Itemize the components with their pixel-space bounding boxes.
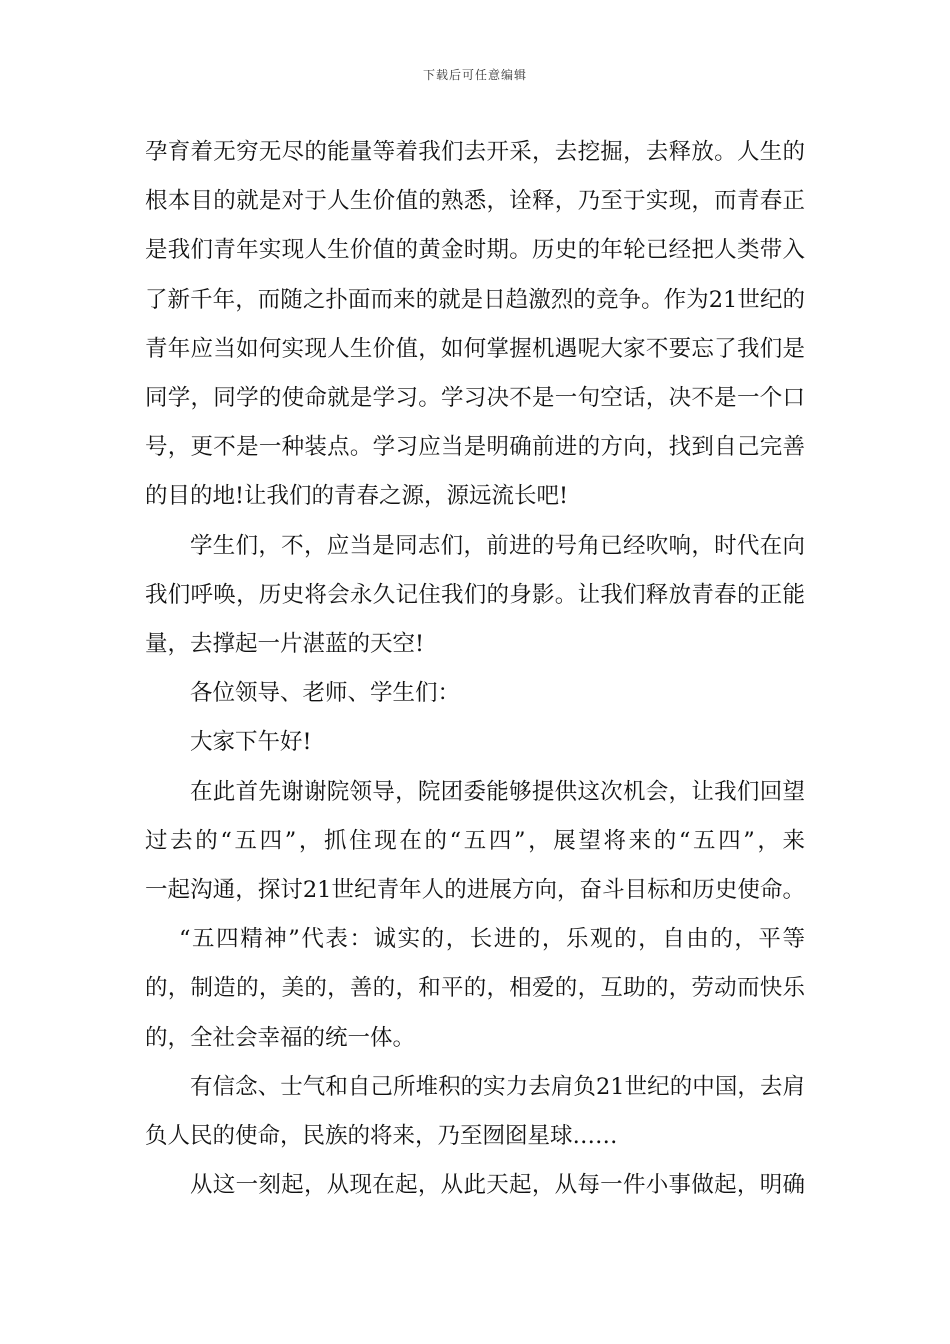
text-line: 有信念、士气和自己所堆积的实力去肩负21世纪的中国，去肩 xyxy=(190,1073,805,1100)
text-line: 从这一刻起，从现在起，从此天起，从每一件小事做起，明确 xyxy=(190,1172,805,1199)
text-line: 在此首先谢谢院领导，院团委能够提供这次机会，让我们回望 xyxy=(190,778,805,805)
text-line: 学生们，不，应当是同志们，前进的号角已经吹响，时代在向 xyxy=(190,532,805,559)
text-line: 同学，同学的使命就是学习。学习决不是一句空话，决不是一个口 xyxy=(145,385,805,412)
text-line: 一起沟通，探讨21世纪青年人的进展方向，奋斗目标和历史使命。 xyxy=(145,877,805,904)
header-note: 下载后可任意编辑 xyxy=(422,68,527,82)
paragraph xyxy=(145,1063,805,1161)
paragraph xyxy=(145,128,805,522)
paragraph xyxy=(145,718,805,767)
paragraph xyxy=(145,669,805,718)
text-line: 各位领导、老师、学生们： xyxy=(190,680,461,707)
text-line: 根本目的就是对于人生价值的熟悉，诠释，乃至于实现，而青春正 xyxy=(145,188,805,215)
body-text xyxy=(145,128,805,1210)
text-line: 是我们青年实现人生价值的黄金时期。历史的年轮已经把人类带入 xyxy=(145,237,805,264)
text-line: 我们呼唤，历史将会永久记住我们的身影。让我们释放青春的正能 xyxy=(145,581,805,608)
text-line: 孕育着无穷无尽的能量等着我们去开采，去挖掘，去释放。人生的 xyxy=(145,139,805,165)
text-line: 的，制造的，美的，善的，和平的，相爱的，互助的，劳动而快乐 xyxy=(145,975,805,1002)
paragraph xyxy=(145,915,805,1063)
paragraph xyxy=(145,522,805,670)
paragraph xyxy=(145,1161,805,1210)
text-line: 了新千年，而随之扑面而来的就是日趋激烈的竞争。作为21世纪的 xyxy=(145,286,805,313)
text-line: 青年应当如何实现人生价值，如何掌握机遇呢大家不要忘了我们是 xyxy=(145,335,805,362)
text-line: 的，全社会幸福的统一体。 xyxy=(145,1024,416,1051)
text-line: 的目的地!让我们的青春之源，源远流长吧! xyxy=(145,483,569,510)
text-line: 号，更不是一种装点。学习应当是明确前进的方向，找到自己完善 xyxy=(145,434,805,461)
paragraph xyxy=(145,768,805,916)
text-line: 过去的“五四”，抓住现在的“五四”，展望将来的“五四”，来 xyxy=(145,827,805,854)
text-line: 量，去撑起一片湛蓝的天空! xyxy=(145,631,425,658)
text-line: “五四精神”代表：诚实的，长进的，乐观的，自由的，平等 xyxy=(179,926,805,953)
text-line: 大家下午好! xyxy=(190,729,312,756)
text-line: 负人民的使命，民族的将来，乃至囫囵星球…… xyxy=(145,1123,618,1150)
